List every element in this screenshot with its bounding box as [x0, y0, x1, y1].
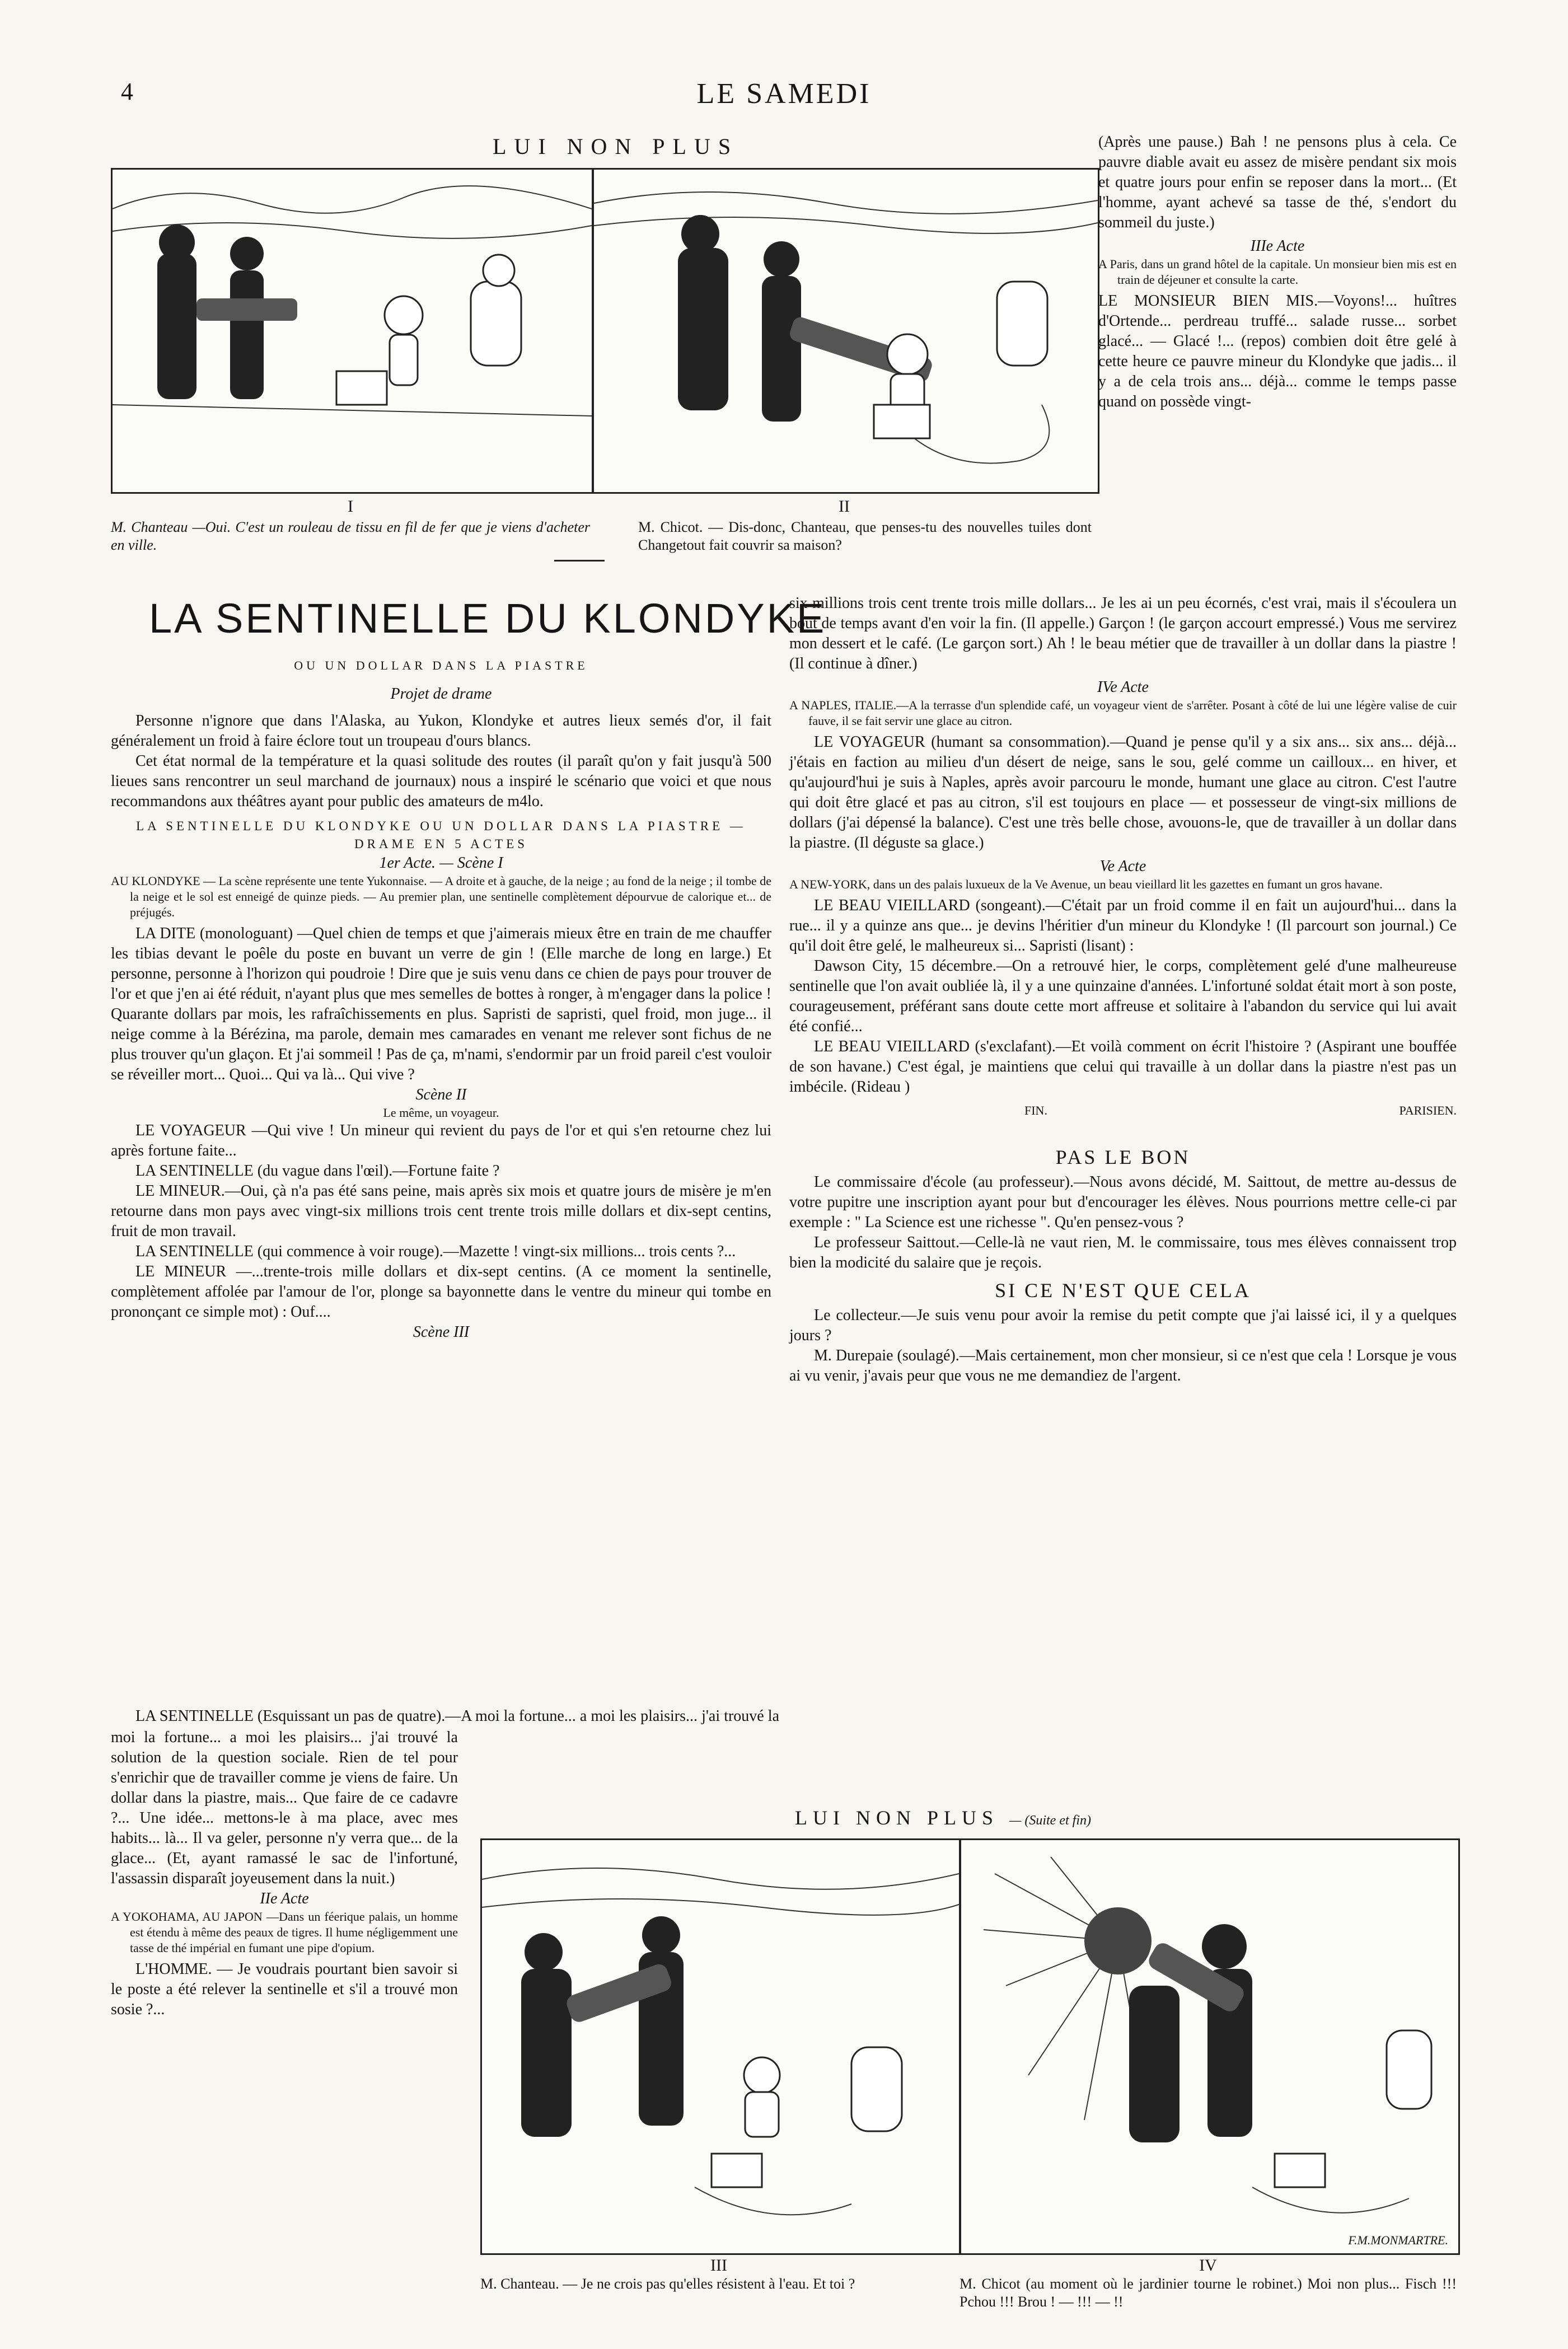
si-ce-nest-p2: M. Durepaie (soulagé).—Mais certainement, mon cher monsieur, si ce n'est que cela ! Lorsque je vous ai vu venir, j'avais peur que vous ne me demandiez de l'argent. — [789, 1347, 1457, 1384]
act1-title: 1er Acte. — Scène I — [379, 854, 503, 872]
act4-dialogue: LE VOYAGEUR (humant sa consommation).—Quand je pense qu'il y a six ans... six ans... déjà... j'étais en faction au milieu d'un désert de neige, sans le sou, gelé comme un cailloux... en hiver, et qu'aujourd'hui je suis à Naples, après avoir parcouru le monde, humant une glace au citron. C'est l'autre qui doit être glacé et pas au citron, s'il est toujours en place — et possesseur de vingt-six millions de dollars (j'ai dépensé la balance). C'est une très belle chose, avouons-le, que de travailler à un dollar dans la piastre. (Il déguste sa glace.) — [789, 733, 1457, 851]
act3-continuation: six millions trois cent trente trois mille dollars... Je les ai un peu écornés, c'est vrai, mais il s'écoulera un bout de temps avant d'en voir la fin. (Il appelle.) Garçon ! (le garçon accourt empressé.) Vous me servirez mon dessert et le café. (Le garçon sort.) Ah ! le beau métier que de travailler à un dollar dans la piastre ! (Il continue à dîner.) — [789, 595, 1457, 672]
bottom-strip-title-text: LUI NON PLUS — [795, 1807, 999, 1829]
act3-title: IIIe Acte — [1250, 237, 1305, 255]
act5-title: Ve Acte — [1099, 858, 1146, 875]
scene1-monologue: LA DITE (monologuant) —Quel chien de temps et que j'aimerais mieux être en train de me chauffer les tibias devant le poêle du poste en buvant un verre de gin ! (Elle marche de long en large.) Et personne, personne à l'horizon qui poudroie ! Dire que je suis venu dans ce chien de pays pour trouver de l'or et que j'en ai été réduit, n'ayant plus que mes semelles de bottes à ronger, à m'engager dans la police ! Quarante dollars par mois, les rafraîchissements en plus. Sapristi de sapristi, quel froid, mon juge... il neige comme à la Bérézina, ma parole, demain mes camarades en venant me relever sont fichus de ne plus trouver qu'un glaçon. Et j'ai sommeil ! Pas de ça, m'nami, s'endormir par un froid pareil c'est vouloir se réveiller mort... Quoi... Qui va là... Qui vive ? — [111, 925, 771, 1083]
comic-panel-1-drawing — [113, 170, 592, 492]
comic-panel-1 — [111, 168, 593, 494]
act3-dialogue: LE MONSIEUR BIEN MIS.—Voyons!... huîtres d'Ortende... perdreau truffé... salade russe... sorbet glacé... — Glacé !... (repos) combien doit être gelé à cette heure ce pauvre mineur du Klondyke que jadis... il y a de cela trois ans... déjà... comme le temps passe quand on possède vingt- — [1098, 292, 1457, 410]
si-ce-nest-title: SI CE N'EST QUE CELA — [995, 1279, 1251, 1302]
comic-panel-3 — [480, 1838, 961, 2255]
act5-dialogue-2: LE BEAU VIEILLARD (s'exclafant).—Et voilà comment on écrit l'histoire ? (Aspirant une bouffée de son havane.) C'est égal, je maintiens que celui qui travaille à un dollar dans la piastre n'est pas un imbécile. (Rideau ) — [789, 1038, 1457, 1096]
panel-4-caption: M. Chicot (au moment où le jardinier tourne le robinet.) Moi non plus... Fisch !!! Pchou !!! Brou ! — !!! — !! — [959, 2276, 1457, 2310]
panel-2-numeral: II — [839, 497, 850, 516]
article-end — [789, 1101, 1457, 1123]
author-signature: PARISIEN. — [1399, 1103, 1457, 1117]
scene3-dialogue: LA SENTINELLE (Esquissant un pas de quatre).—A moi la fortune... a moi les plaisirs... j'ai trouvé la — [135, 1707, 779, 1725]
act4-title: IVe Acte — [1097, 679, 1149, 696]
panel-3-caption: M. Chanteau. — Je ne crois pas qu'elles résistent à l'eau. Et toi ? — [480, 2276, 855, 2292]
scene2-line-1: LE VOYAGEUR —Qui vive ! Un mineur qui revient du pays de l'or et qui s'en retourne chez lui après fortune faite... — [111, 1122, 771, 1159]
intro-p1: Personne n'ignore que dans l'Alaska, au Yukon, Klondyke et autres lieux semés d'or, il fait généralement un froid à faire éclore tout un troupeau d'ours blancs. — [111, 712, 771, 750]
page-number: 4 — [121, 78, 133, 105]
scene2-stage-direction: Le même, un voyageur. — [383, 1106, 499, 1120]
panel-2-caption: M. Chicot. — Dis-donc, Chanteau, que penses-tu des nouvelles tuiles dont Changetout fait couvrir sa maison? — [638, 519, 1092, 553]
scene2-line-2: LA SENTINELLE (du vague dans l'œil).—Fortune faite ? — [135, 1162, 500, 1180]
fin-label: FIN. — [1024, 1103, 1047, 1117]
article-title: LA SENTINELLE DU KLONDYKE — [149, 595, 827, 642]
pas-le-bon-title: PAS LE BON — [1055, 1146, 1191, 1168]
act5-newspaper-item: Dawson City, 15 décembre.—On a retrouvé hier, le corps, complètement gelé d'une malheureuse sentinelle que l'on avait oubliée là, il y a une quinzaine d'années. L'infortuné soldat était mort à son poste, courageusement, préférant sans doute cette mort affreuse et solitaire à l'abandon du service qui lui avait été confié... — [789, 957, 1457, 1035]
comic-strip-title: LUI NON PLUS — [493, 134, 739, 159]
scene2-line-4: LA SENTINELLE (qui commence à voir rouge).—Mazette ! vingt-six millions... trois cents ?... — [135, 1243, 736, 1260]
act1-stage-direction: AU KLONDYKE — La scène représente une tente Yukonnaise. — A droite et à gauche, de la neige ; au fond de la neige ; il tombe de la neige et le sol est enneigé de quinze pieds. — Au premier plan, une sentinelle complètement dépourvue de calorique et... de préjugés. — [111, 874, 771, 919]
panel-1-numeral: I — [348, 497, 353, 516]
panel-3-numeral: III — [710, 2256, 727, 2275]
act2-stage-direction: A YOKOHAMA, AU JAPON —Dans un féerique palais, un homme est étendu à même des peaux de tigres. Il hume négligemment une tasse de thé impérial en fumant une pipe d'opium. — [111, 1910, 458, 1955]
artist-signature: F.M.MONMARTRE. — [1348, 2233, 1448, 2247]
si-ce-nest-p1: Le collecteur.—Je suis venu pour avoir la remise du petit compte que j'ai laissé ici, il y a quelques jours ? — [789, 1307, 1457, 1344]
pas-le-bon-p2: Le professeur Saittout.—Celle-là ne vaut rien, M. le commissaire, tous mes élèves connaissent trop bien la modicité du salaire que je reçois. — [789, 1234, 1457, 1271]
intro-p2: Cet état normal de la température et la quasi solitude des routes (il paraît qu'on y fait jusqu'à 500 lieues sans rencontrer un seul marchand de journaux) nous a inspiré le scénario que voici et que nous recommandons aux théâtres ayant pour public des amateurs de m4lo. — [111, 752, 771, 810]
scene3-dialogue-narrow: moi la fortune... a moi les plaisirs... j'ai trouvé la solution de la question sociale. Rien de tel pour s'enrichir que de travailler comme je viens de faire. Un dollar dans la piastre, mais... Que faire de ce cadavre ?... Une idée... mettons-le à ma place, avec mes habits... là... Il va geler, personne n'y verra que... de la glace... (Et, ayant ramassé le sac de l'infortuné, l'assassin disparaît joyeusement dans la nuit.) — [111, 1729, 458, 1887]
act2-conclusion: (Après une pause.) Bah ! ne pensons plus à cela. Ce pauvre diable avait eu assez de misère pendant six mois et quatre jours pour enfin se reposer dans la mort... (Et l'homme, ayant achevé sa tasse de thé, s'endort du sommeil du juste.) — [1098, 133, 1457, 231]
panel-4-numeral: IV — [1199, 2256, 1217, 2275]
act3-stage-direction: A Paris, dans un grand hôtel de la capitale. Un monsieur bien mis est en train de déjeuner et consulte la carte. — [1098, 257, 1457, 287]
comic-panel-4 — [959, 1838, 1460, 2255]
article-subtitle: OU UN DOLLAR DANS LA PIASTRE — [294, 658, 588, 672]
pas-le-bon-p1: Le commissaire d'école (au professeur).—Nous avons décidé, M. Saittout, de mettre au-dessus de votre pupitre une inscription ayant pour but d'encourager les élèves. Nous pourrions mettre celle-ci par exemple : " La Science est une richesse ". Qu'en pensez-vous ? — [789, 1173, 1457, 1231]
divider-rule — [554, 560, 605, 561]
scene3-title: Scène III — [413, 1323, 470, 1341]
right-column-top — [1098, 132, 1457, 412]
act4-stage-direction: A NAPLES, ITALIE.—A la terrasse d'un splendide café, un voyageur vient de s'arrêter. Posant à côté de lui une légère valise de cuir fauve, il se fait servir une glace au citron. — [789, 698, 1457, 728]
act2-dialogue: L'HOMME. — Je voudrais pourtant bien savoir si le poste a été relever la sentinelle et s'il a trouvé mon sosie ?... — [111, 1960, 458, 2018]
act2-title: IIe Acte — [260, 1890, 309, 1907]
scene2-title: Scène II — [415, 1086, 467, 1103]
bottom-strip-title-suffix: — (Suite et fin) — [1009, 1813, 1091, 1828]
panel-1-caption: M. Chanteau —Oui. C'est un rouleau de tissu en fil de fer que je viens d'acheter en ville. — [111, 519, 590, 553]
masthead: LE SAMEDI — [696, 78, 872, 110]
bottom-strip-title — [795, 1806, 1091, 1829]
scene2-line-3: LE MINEUR.—Oui, çà n'a pas été sans peine, mais après six mois et quatre jours de misère je m'en retourne dans mon pays avec vingt-six millions trois cent trente trois mille dollars et dix-sept centins, fruit de mon travail. — [111, 1182, 771, 1240]
article-kicker: Projet de drame — [390, 685, 492, 703]
comic-panel-2 — [592, 168, 1099, 494]
drama-heading: LA SENTINELLE DU KLONDYKE OU UN DOLLAR DANS LA PIASTRE — DRAME EN 5 ACTES — [136, 819, 746, 851]
act5-stage-direction: A NEW-YORK, dans un des palais luxueux de la Ve Avenue, un beau vieillard lit les gazettes en fumant un gros havane. — [789, 877, 1383, 891]
comic-panel-4-drawing — [961, 1840, 1458, 2253]
scene3-first-line — [111, 1706, 779, 1726]
comic-panel-3-drawing — [482, 1840, 959, 2253]
narrow-column — [111, 1728, 458, 2327]
comic-panel-2-drawing — [594, 170, 1098, 492]
scene2-line-5: LE MINEUR —...trente-trois mille dollars et dix-sept centins. (A ce moment la sentinelle, complètement affolée par l'amour de l'or, plonge sa bayonnette dans le ventre du mineur qui tombe en prononçant ce simple mot) : Ouf.... — [111, 1263, 771, 1321]
act5-dialogue-1: LE BEAU VIEILLARD (songeant).—C'était par un froid comme il en fait un aujourd'hui... dans la rue... il y a quinze ans que... je devins l'héritier d'un mineur du Klondyke ! (Il parcourt son journal.) Ce qu'il doit être gelé, le malheureux si... Sapristi (lisant) : — [789, 897, 1457, 954]
right-column-lower — [789, 593, 1457, 1386]
article-body — [111, 711, 771, 1342]
